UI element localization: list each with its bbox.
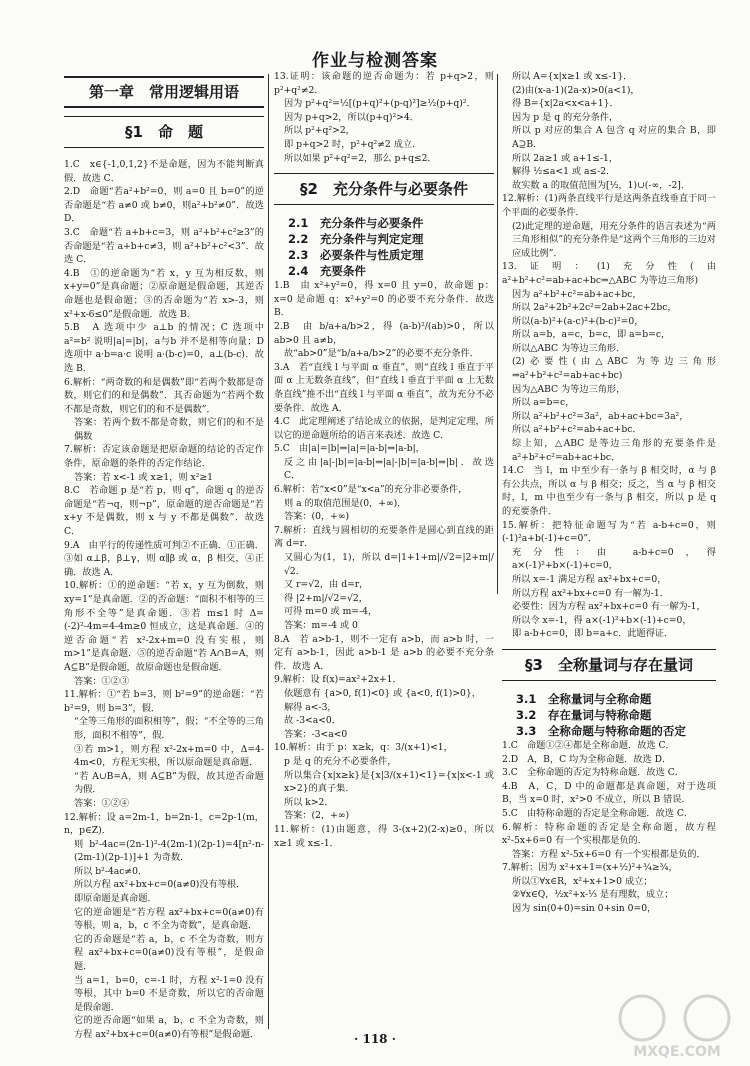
answer-line: 2.B 由 b/a+a/b>2，得 (a-b)²/(ab)>0，所以 ab>0 且 a≠b， — [274, 320, 494, 346]
answer-line: 所以 A={x|x≥1 或 x≤-1}． — [512, 71, 633, 82]
answer-line: (2)此定理的逆命题，用充分条件的语言表述为“两三角形相似”的充分条件是“这两个三角形的三边对应成比例”． — [512, 220, 716, 259]
answer-line: 所以集合{x|x≥k}是{x|3/(x+1)<1}={x|x<-1 或 x>2}的真子集． — [284, 769, 494, 795]
answer-line: 则 a 的取值范围是(0，+∞)． — [284, 497, 407, 509]
answer-line: 7.解析：直线与圆相切的充要条件是圆心到直线的距离 d=r． — [274, 524, 494, 550]
answer-line: 必要性：因为方程 ax²+bx+c=0 有一解为-1， — [512, 601, 706, 613]
answer-line: 4.B A，C，D 中的命题都是真命题，对于选项 B，当 x=0 时，x²>0 不成立，所以 B 错误． — [502, 780, 716, 806]
answer-line: 所以①∀x∈R，x²+x+1>0 成立； — [512, 875, 653, 887]
answer-line: 所以令 x=-1，得 a×(-1)²+b×(-1)+c=0， — [512, 614, 692, 626]
watermark-text: MXQE.COM — [633, 1044, 721, 1060]
answer-line: 所以方程 ax²+bx+c=0 有一解为-1． — [512, 587, 669, 599]
answer-line: 得 B={x|2a<x<a+1}． — [512, 98, 619, 110]
answer-line: 所以 x=-1 满足方程 ax²+bx+c=0， — [512, 573, 667, 585]
section-heading: §3 全称量词与存在量词 — [502, 649, 716, 681]
answer-line: 4.B ①的逆命题为“若 x，y 互为相反数，则 x+y=0”是真命题；②原命题是假命题，其逆否命题也是假命题；③的否命题为“若 x>-3，则 x²+x-6≤0”是假命题．故选 B． — [64, 267, 264, 320]
answer-line: 9.A 由平行的传递性质可判②不正确．①正确．③如 α⊥β，β⊥γ，则 α∥β 或 α，β 相交，④正确．故选 A． — [64, 539, 264, 578]
answer-line: 11.解析：(1)由题意，得 3-(x+2)(2-x)≥0，所以 x≥1 或 x≤-1． — [274, 823, 494, 849]
answer-line: 因为△ABC 为等边三角形， — [512, 383, 626, 395]
answer-line: 7.解析：因为 x²+x+1=(x+½)²+¾≥¾， — [502, 862, 678, 874]
answer-line: 得 |2+m|/√2=√2， — [284, 592, 368, 604]
answer-line: 所以 2a²+2b²+2c²=2ab+2ac+2bc， — [512, 302, 677, 314]
answer-line: 6.解析：“两奇数的和是偶数”即“若两个数都是奇数，则它们的和是偶数”．其否命题为“若两个数不都是奇数，则它们的和不是偶数”． — [64, 376, 264, 415]
answer-line: 可得 m=0 或 m=-4， — [284, 606, 378, 618]
answer-line: 综上知，△ABC 是等边三角形的充要条件是 a²+b²+c²=ab+ac+bc． — [512, 438, 716, 463]
answer-line: 则 b²-4ac=(2n-1)²-4(2m-1)(2p-1)=4[n²-n-(2m-1)(2p-1)]+1 为奇数． — [74, 838, 264, 864]
answer-line: 解得 a<-3， — [284, 701, 337, 713]
answer-line: 答案：①②③ — [74, 675, 130, 687]
answer-list — [502, 70, 716, 641]
answer-line: p 是 q 的充分不必要条件， — [284, 755, 397, 767]
answer-line: 12.解析：设 a=2m-1，b=2n-1，c=2p-1(m，n，p∈Z)． — [64, 811, 264, 837]
answer-line: 所以 p 对应的集合 A 包含 q 对应的集合 B，即 A⊇B． — [512, 125, 716, 150]
answer-line: 所以如果 p²+q²=2，那么 p+q≤2． — [284, 152, 437, 164]
answer-line: 它的否命题是“若 a，b，c 不全为奇数，则方程 ax²+bx+c=0(a≠0)没有等根”，是假命题． — [74, 933, 264, 973]
column-middle — [274, 70, 494, 1030]
answer-line: 12.解析：(1)两条直线平行是这两条直线垂直于同一个平面的必要条件． — [502, 193, 716, 218]
answer-line: 所以 a=b，a=c，b=c，即 a=b=c， — [512, 329, 671, 341]
answer-line: 它的逆否命题“如果 a，b，c 不全为奇数，则方程 ax²+bx+c=0(a≠0)有等根”是假命题． — [74, 1015, 264, 1040]
column-left — [64, 70, 264, 1040]
chapter-heading: 第一章 常用逻辑用语 — [64, 76, 264, 108]
answer-line: 10.解析：①的逆命题：“若 x，y 互为倒数，则 xy=1”是真命题．②的否命题：“面积不相等的三角形不全等”是真命题．③若 m≤1 时 Δ=(-2)²-4m=4-4m≥0 恒成立，这是真命题．④的逆否命题“若 x²-2x+m=0 没有实根，则 m>1”是真命题．⑤的逆否命题“若 A∩B=A，则 A⊆B”是假命题，故原命题也是假命题． — [64, 580, 264, 673]
answer-line: 3.C 全称命题的否定为特称命题．故选 C． — [502, 767, 684, 779]
answer-line: “若 A∪B=A，则 A⊆B”为假，故其逆否命题为假． — [74, 770, 264, 796]
column-divider — [268, 74, 269, 1029]
answer-line: 答案：-3<a<0 — [284, 728, 348, 740]
answer-line: 答案：若两个数不都是奇数，则它们的和不是偶数 — [74, 417, 264, 442]
answer-line: ②∀x∈Q，½x²+x-⅓ 是有理数，成立； — [512, 889, 674, 901]
answer-line: 15.解析：把特征命题写为“若 a-b+c=0，则(-1)²a+b(-1)+c=0”． — [502, 519, 716, 545]
section-heading: §2 充分条件与必要条件 — [274, 173, 494, 205]
answer-line: 答案：(0，+∞) — [284, 511, 350, 523]
answer-line: 故“ab>0”是“b/a+a/b>2”的必要不充分条件． — [284, 348, 479, 360]
answer-line: 因为 p 是 q 的充分条件， — [512, 111, 619, 123]
answer-line: 7.解析：否定该命题是把原命题的结论的否定作条件，原命题的条件的否定作结论． — [64, 444, 264, 470]
answer-line: 所以方程 ax²+bx+c=0(a≠0)没有等根． — [74, 879, 246, 891]
answer-line: 6.解析：若“x<0”是“x<a”的充分非必要条件， — [274, 484, 468, 496]
answer-line: 所以△ABC 为等边三角形． — [512, 342, 626, 354]
answer-line: 因为 p²+q²=½[(p+q)²+(p-q)²]≥½(p+q)²． — [284, 98, 476, 110]
answer-list — [64, 158, 264, 1042]
answer-line: 因为 a²+b²+c²=ab+ac+bc， — [512, 288, 642, 300]
answer-line: 2.D A，B，C 均为全称命题．故选 D． — [502, 753, 672, 765]
answer-line: 当 a=1，b=0，c=-1 时，方程 x²-1=0 没有等根，其中 b=0 不是奇数，所以它的否命题是假命题． — [74, 974, 264, 1013]
answer-line: 答案：①②④ — [74, 797, 130, 809]
answer-line: 答案：(2，+∞) — [284, 810, 350, 822]
answer-line: 答案：m=-4 或 0 — [284, 620, 358, 631]
section-toc — [274, 215, 494, 279]
answer-line: 所以 2a≥1 或 a+1≤-1， — [512, 152, 619, 164]
toc-item: 2.3 必要条件与性质定理 — [288, 248, 424, 263]
answer-list — [274, 279, 494, 850]
answer-line: 因为 p+q>2，所以(p+q)²>4． — [284, 111, 419, 123]
toc-item: 2.1 充分条件与必要条件 — [288, 216, 424, 231]
answer-line: 1.C 命题①②④都是全称命题．故选 C． — [502, 739, 675, 751]
answer-line: 即 p+q>2 时，p²+q²≠2 成立． — [284, 138, 422, 150]
toc-item: 3.1 全称量词与全称命题 — [516, 691, 652, 706]
answer-line: 13.证明：(1)充分性(由 a²+b²+c²=ab+ac+bc⇒△ABC 为等边三角形) — [502, 261, 716, 286]
answer-list — [502, 739, 716, 916]
answer-line: 所以 a²+b²+c²=ab+ac+bc． — [512, 424, 642, 436]
page-number: · 118 · — [354, 1032, 396, 1046]
answer-line: 13.证明：该命题的逆否命题为：若 p+q>2，则 p²+q²≠2． — [274, 71, 494, 96]
answer-line: ③若 m>1，则方程 x²-2x+m=0 中，Δ=4-4m<0，方程无实根，所以原命题是真命题． — [74, 743, 264, 769]
answer-line: 所以(a-b)²+(a-c)²+(b-c)²=0， — [512, 315, 644, 327]
toc-item: 2.2 充分条件与判定定理 — [288, 232, 424, 247]
answer-line: 6.解析：特称命题的否定是全称命题，故方程 x²-5x+6=0 有一个实根都是负的． — [502, 821, 716, 847]
answer-line: 所以 k>2． — [284, 796, 334, 808]
answer-line: 5.C 由特称命题的否定是全称命题．故选 C． — [502, 807, 694, 819]
answer-line: 2.D 命题“若a²+b²=0，则 a=0 且 b=0”的逆否命题是“若 a≠0 或 b≠0，则a²+b²≠0”．故选 D． — [64, 186, 264, 225]
answer-line: (2)由(x-a-1)(2a-x)>0(a<1)， — [512, 84, 640, 96]
answer-line: 所以 a=b=c， — [512, 397, 575, 409]
answer-line: 3.C 命题“若 a+b+c=3，则 a²+b²+c²≥3”的否命题是“若 a+b+c≠3，则 a²+b²+c²<3”．故选 C． — [64, 226, 264, 266]
answer-line: 又 r=√2，由 d=r， — [284, 579, 369, 591]
answer-line: 故实数 a 的取值范围为[½，1)∪(-∞，-2]． — [512, 179, 691, 191]
answer-line: 解得 ½≤a<1 或 a≤-2． — [512, 166, 616, 178]
answer-line: 所以 a²+b²+c²=3a²，ab+ac+bc=3a²， — [512, 410, 689, 422]
answer-line: 答案：方程 x²-5x+6=0 有一个实根都是负的． — [512, 848, 706, 860]
answer-line: 答案：若 x<-1 或 x≥1，则 x²≥1 — [74, 471, 213, 483]
answer-line: 又圆心为(1，1)，所以 d=|1+1+m|/√2=|2+m|/√2． — [284, 552, 494, 577]
page-title: 作业与检测答案 — [312, 51, 438, 71]
section-toc — [502, 691, 716, 739]
answer-line: 1.C x∈{-1,0,1,2}不是命题，因为不能判断真假．故选 C． — [64, 159, 264, 184]
answer-line: 3.A 若“直线 l 与平面 α 垂直”，则“直线 l 垂直于平面 α 上无数条直线”，但“直线 l 垂直于平面 α 上无数条直线”推不出“直线 l 与平面 α 垂直”，故为充分不必要条件．故选 A． — [274, 361, 494, 414]
section-heading: §1 命 题 — [64, 116, 264, 148]
answer-line: 故 -3<a<0． — [284, 715, 341, 727]
answer-line: (2)必要性(由△ABC 为等边三角形⇒a²+b²+c²=ab+ac+bc) — [512, 356, 716, 382]
answer-line: 即原命题是真命题． — [74, 893, 157, 905]
answer-line: 反之由|a|-|b|=|a-b|⇒|a|-|b|=|a-b|⇒|b|．故选 C． — [284, 456, 494, 482]
column-divider — [497, 74, 498, 594]
answer-list — [274, 70, 494, 165]
toc-item: 3.2 存在量词与特称命题 — [516, 707, 652, 722]
toc-item: 3.3 全称命题与特称命题的否定 — [516, 723, 686, 738]
answer-line: 4.C 此定理阐述了结论成立的依据，是判定定理，所以它的逆命题所给的语言来表述．故选 C． — [274, 416, 494, 441]
watermark-logo — [612, 990, 742, 1060]
answer-line: 即 a-b+c=0，即 b=a+c．此题得证． — [512, 628, 674, 640]
answer-line: “全等三角形的面积相等”，假；“不全等的三角形，面积不相等”，假． — [74, 716, 264, 741]
answer-line: 1.B 由 x²+y²=0，得 x=0 且 y=0，故命题 p：x=0 是命题 q：x²+y²=0 的必要不充分条件．故选 B． — [274, 280, 494, 319]
answer-line: 充分性：由 a-b+c=0，得 a×(-1)²+b×(-1)+c=0， — [512, 546, 716, 572]
answer-line: 8.C 若命题 p 是“若 p，则 q”，命题 q 的逆否命题是“若¬q，则¬p”，原命题的逆否命题是“若 x+y 不是偶数，则 x 与 y 不都是偶数”．故选 C． — [64, 485, 264, 538]
answer-line: 8.A 若 a>b-1，则不一定有 a>b，而 a>b 时，一定有 a>b-1，因此 a>b-1 是 a>b 的必要不充分条件．故选 A． — [274, 633, 494, 672]
answer-line: 14.C 当 l，m 中至少有一条与 β 相交时，α 与 β 有公共点，所以 α 与 β 相交；反之，当 α 与 β 相交时，l，m 中也至少有一条与 β 相交，所以 p 是 q 的充要条件． — [502, 465, 716, 517]
answer-line: 5.C 由|a|=|b|⇒|a|=|a-b|⇒|a-b|， — [274, 443, 425, 455]
answer-line: 它的逆命题是“若方程 ax²+bx+c=0(a≠0)有等根，则 a，b，c 不全为奇数”，是真命题． — [74, 906, 264, 932]
answer-line: 所以 p²+q²>2， — [284, 125, 355, 137]
answer-line: 11.解析：①“若 b=3，则 b²=9”的逆命题：“若 b²=9，则 b=3”，假． — [64, 689, 264, 714]
toc-item: 2.4 充要条件 — [288, 264, 366, 279]
answer-line: 因为 sin(0+0)=sin 0+sin 0=0， — [512, 903, 657, 915]
answer-line: 所以 b²-4ac≠0． — [74, 865, 148, 877]
column-right — [502, 70, 716, 1030]
answer-line: 10.解析：由于 p：x≥k，q：3/(x+1)<1， — [274, 742, 453, 754]
answer-line: 9.解析：设 f(x)=ax²+2x+1． — [274, 674, 402, 686]
answer-line: 5.B A 选项中少 a⊥b 的情况；C 选项中 a²=b² 说明|a|=|b|，a与b 并不是相等向量；D 选项中 a·b=a·c 说明 a·(b-c)=0，a⊥(b-c)．故选 B． — [64, 322, 264, 374]
answer-line: 依题意有 {a>0, f(1)<0} 或 {a<0, f(1)>0}， — [284, 687, 481, 699]
